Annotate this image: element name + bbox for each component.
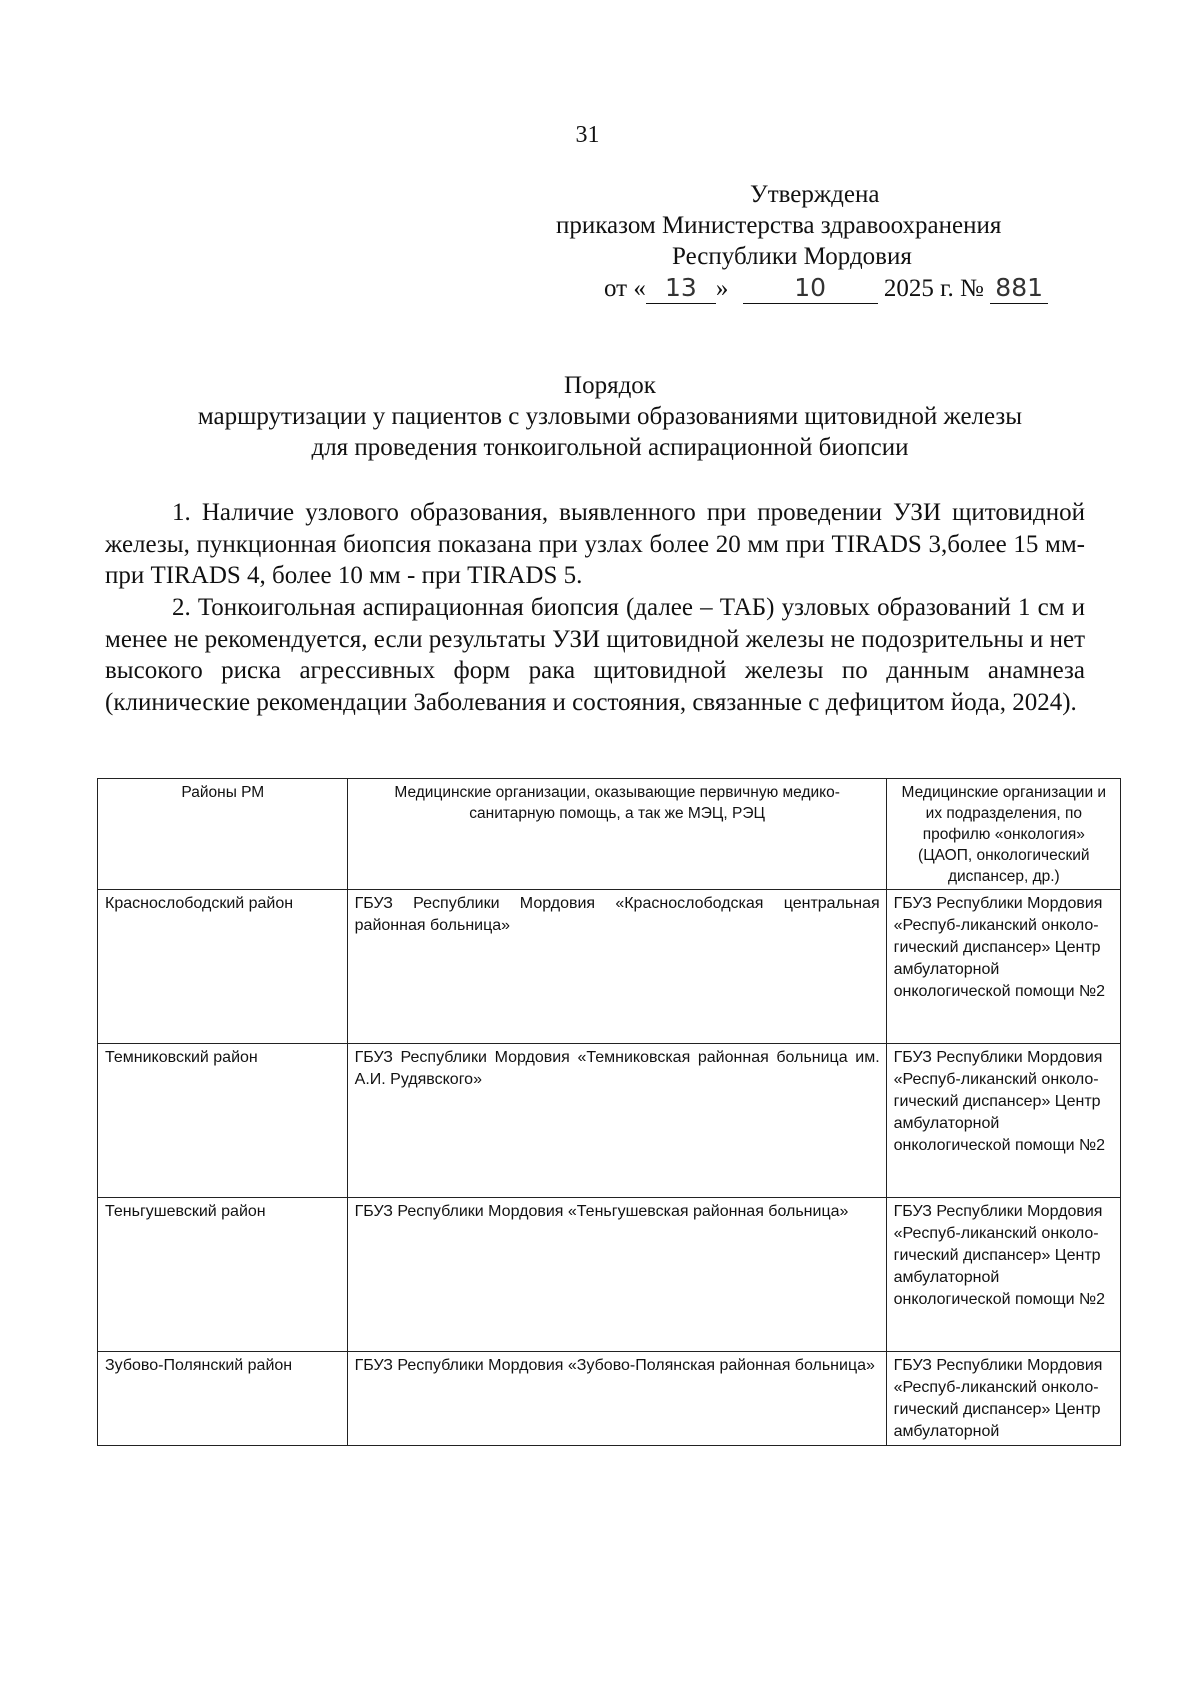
date-day-handwritten: 13 — [646, 272, 716, 304]
approval-status: Утверждена — [750, 181, 880, 208]
table-row — [98, 1198, 1121, 1352]
table-row — [98, 1352, 1121, 1446]
oncology-org-cell: ГБУЗ Республики Мордовия «Респуб-ликанский онколо-гический диспансер» Центр амбулаторной онкологической помощи №2 — [886, 1044, 1120, 1198]
primary-org-cell: ГБУЗ Республики Мордовия «Краснослободская центральная районная больница» — [347, 890, 886, 1044]
header-primary-care-orgs: Медицинские организации, оказывающие первичную медико-санитарную помощь, а так же МЭЦ, РЭЦ — [347, 779, 886, 890]
table-header-row — [98, 779, 1121, 890]
date-prefix: от « — [604, 275, 646, 302]
primary-org-cell: ГБУЗ Республики Мордовия «Зубово-Полянская районная больница» — [347, 1352, 886, 1446]
oncology-org-cell: ГБУЗ Республики Мордовия «Респуб-ликанский онколо-гический диспансер» Центр амбулаторной онкологической помощи №2 — [886, 890, 1120, 1044]
order-number-handwritten: 881 — [990, 272, 1048, 304]
district-cell: Темниковский район — [98, 1044, 348, 1198]
table-row — [98, 890, 1121, 1044]
primary-org-cell: ГБУЗ Республики Мордовия «Темниковская районная больница им. А.И. Рудявского» — [347, 1044, 886, 1198]
date-year-and-number-label: 2025 г. № — [883, 275, 984, 302]
approval-date-line — [604, 272, 1048, 304]
date-month-handwritten: 10 — [743, 272, 878, 304]
date-quote-close: » — [715, 275, 729, 302]
oncology-org-cell: ГБУЗ Республики Мордовия «Респуб-ликанский онколо-гический диспансер» Центр амбулаторной онкологической помощи №2 — [886, 1198, 1120, 1352]
district-cell: Краснослободский район — [98, 890, 348, 1044]
paragraph-2: 2. Тонкоигольная аспирационная биопсия (далее – ТАБ) узловых образований 1 см и менее не рекомендуется, если результаты УЗИ щитовидной железы не подозрительны и нет высокого риска агрессивных форм рака щитовидной железы по данным анамнеза (клинические рекомендации Заболевания и состояния, связанные с дефицитом йода, 2024). — [105, 594, 1085, 716]
routing-table — [97, 778, 1121, 1446]
approval-order-line: приказом Министерства здравоохранения — [556, 212, 1002, 239]
primary-org-cell: ГБУЗ Республики Мордовия «Теньгушевская районная больница» — [347, 1198, 886, 1352]
document-subtitle-line-1: маршрутизации у пациентов с узловыми образованиями щитовидной железы — [197, 403, 1023, 430]
approval-region-line: Республики Мордовия — [672, 243, 912, 270]
table-row — [98, 1044, 1121, 1198]
oncology-org-cell: ГБУЗ Республики Мордовия «Респуб-ликанский онколо-гический диспансер» Центр амбулаторной — [886, 1352, 1120, 1446]
header-districts: Районы РМ — [98, 779, 348, 890]
page-number: 31 — [575, 122, 600, 148]
document-heading: Порядок — [564, 372, 656, 399]
district-cell: Зубово-Полянский район — [98, 1352, 348, 1446]
header-oncology-orgs: Медицинские организации и их подразделения, по профилю «онкология» (ЦАОП, онкологический диспансер, др.) — [886, 779, 1120, 890]
district-cell: Теньгушевский район — [98, 1198, 348, 1352]
document-subtitle-line-2: для проведения тонкоигольной аспирационной биопсии — [311, 434, 909, 461]
paragraph-1: 1. Наличие узлового образования, выявленного при проведении УЗИ щитовидной железы, пункционная биопсия показана при узлах более 20 мм при TIRADS 3,более 15 мм- при TIRADS 4, более 10 мм - при TIRADS 5. — [105, 499, 1085, 589]
